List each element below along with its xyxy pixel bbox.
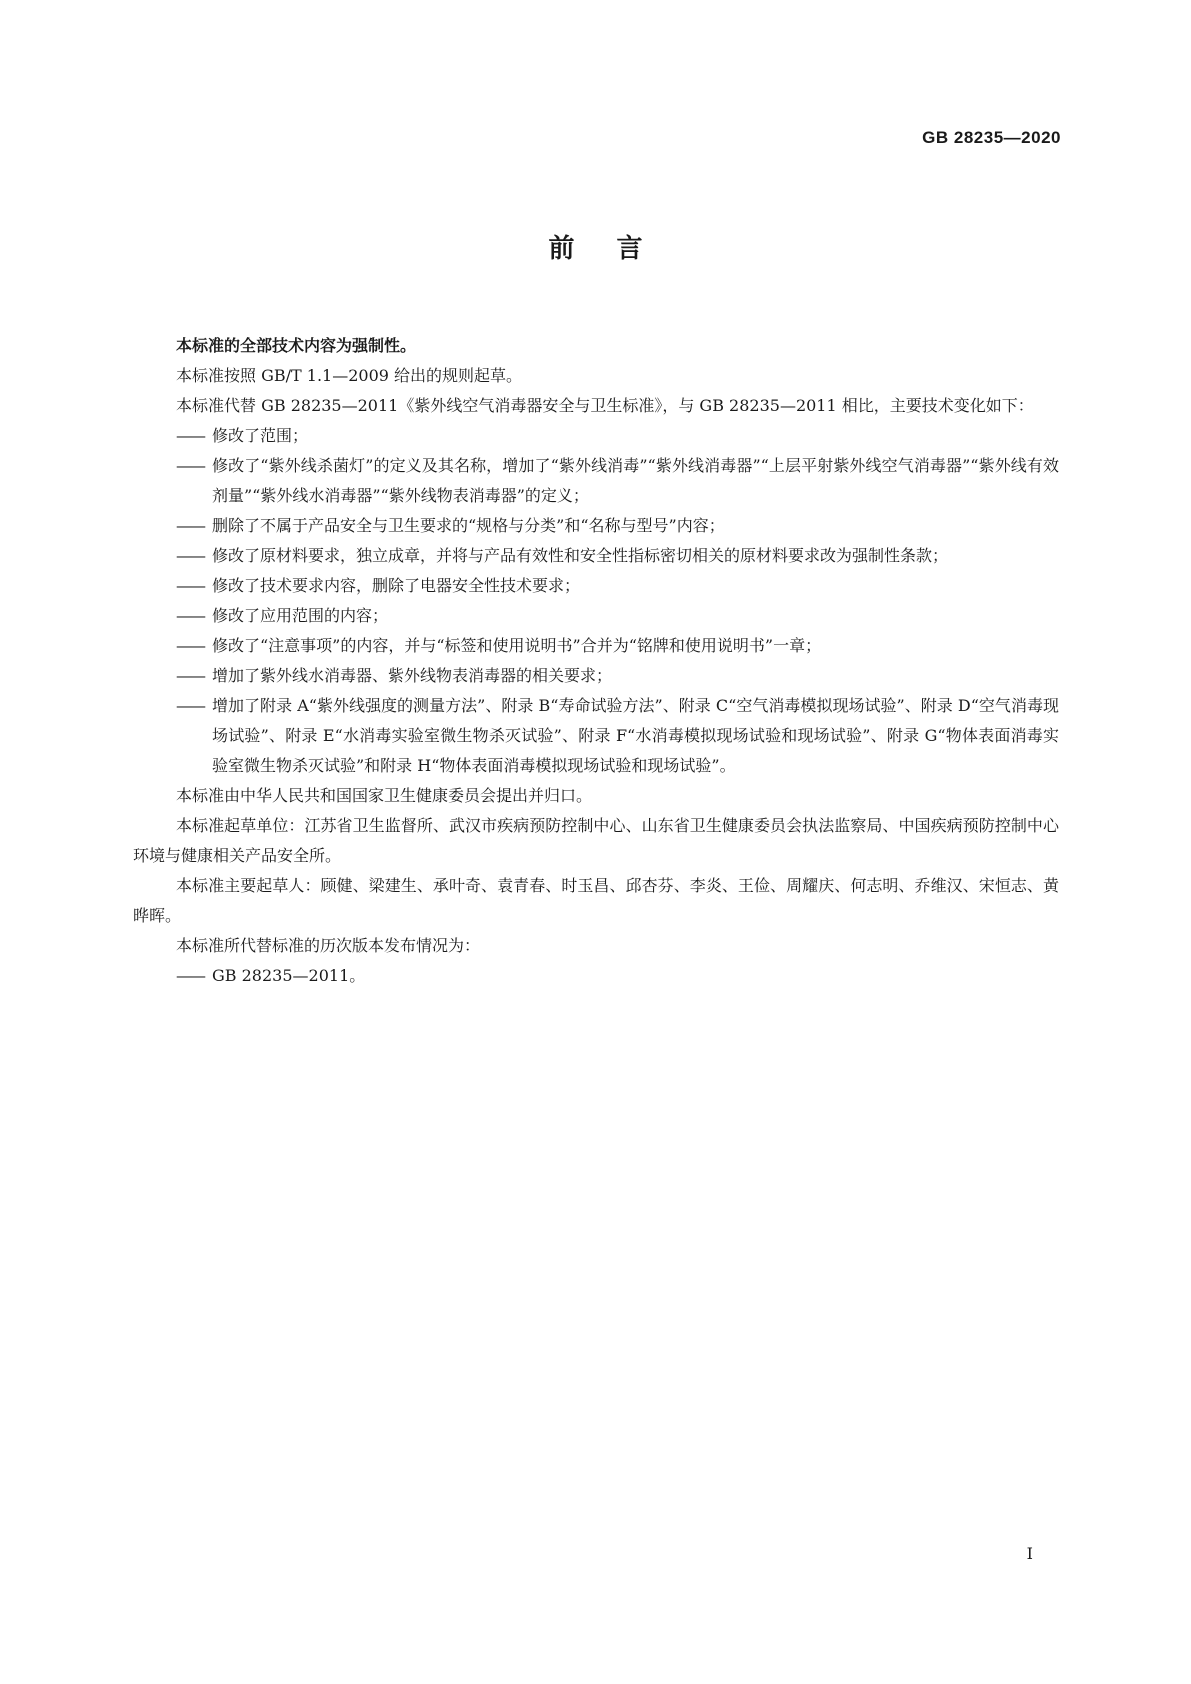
list-dash: —— <box>176 966 204 985</box>
list-dash: —— <box>176 456 204 475</box>
list-dash: —— <box>176 666 204 685</box>
list-item-text: GB 28235—2011。 <box>212 966 366 985</box>
list-item-text: 修改了“注意事项”的内容，并与“标签和使用说明书”合并为“铭牌和使用说明书”一章； <box>212 636 822 655</box>
list-item-text: 修改了技术要求内容，删除了电器安全性技术要求； <box>212 576 581 595</box>
list-dash: —— <box>176 636 204 655</box>
drafters: 本标准主要起草人：顾健、梁建生、承叶奇、袁青春、时玉昌、邱杏芬、李炎、王俭、周耀庆、何志明、乔维汉、宋恒志、黄晔晖。 <box>133 876 1059 925</box>
history-list <box>133 961 1059 991</box>
list-item <box>133 511 1059 541</box>
history-intro: 本标准所代替标准的历次版本发布情况为： <box>176 936 481 955</box>
page-number: I <box>1026 1544 1033 1563</box>
list-dash: —— <box>176 606 204 625</box>
list-item-text: 修改了“紫外线杀菌灯”的定义及其名称，增加了“紫外线消毒”“紫外线消毒器”“上层平射紫外线空气消毒器”“紫外线有效剂量”“紫外线水消毒器”“紫外线物表消毒器”的定义； <box>212 456 1059 505</box>
list-item-text: 修改了范围； <box>212 426 309 445</box>
list-dash: —— <box>176 426 204 445</box>
list-item-text: 修改了原材料要求，独立成章，并将与产品有效性和安全性指标密切相关的原材料要求改为强制性条款； <box>212 546 949 565</box>
list-item-text: 增加了附录 A“紫外线强度的测量方法”、附录 B“寿命试验方法”、附录 C“空气消毒模拟现场试验”、附录 D“空气消毒现场试验”、附录 E“水消毒实验室微生物杀灭试验”、附录 F“水消毒模拟现场试验和现场试验”、附录 G“物体表面消毒实验室微生物杀灭试验”和附录 H“物体表面消毒模拟现场试验和现场试验”。 <box>212 696 1059 775</box>
list-dash: —— <box>176 546 204 565</box>
list-dash: —— <box>176 516 204 535</box>
list-item <box>133 541 1059 571</box>
list-item <box>133 421 1059 451</box>
proposer-statement: 本标准由中华人民共和国国家卫生健康委员会提出并归口。 <box>176 786 593 805</box>
page-title: 前言 <box>548 234 685 264</box>
list-item <box>133 691 1059 781</box>
list-item <box>133 661 1059 691</box>
replacement-intro: 本标准代替 GB 28235—2011《紫外线空气消毒器安全与卫生标准》，与 GB 28235—2011 相比，主要技术变化如下： <box>176 396 1034 415</box>
drafting-units: 本标准起草单位：江苏省卫生监督所、武汉市疾病预防控制中心、山东省卫生健康委员会执法监察局、中国疾病预防控制中心环境与健康相关产品安全所。 <box>133 816 1059 865</box>
list-dash: —— <box>176 696 204 715</box>
list-item <box>133 961 1059 991</box>
list-item-text: 删除了不属于产品安全与卫生要求的“规格与分类”和“名称与型号”内容； <box>212 516 725 535</box>
list-item <box>133 451 1059 511</box>
changes-list <box>133 421 1059 781</box>
foreword-body <box>133 331 1059 991</box>
list-item-text: 增加了紫外线水消毒器、紫外线物表消毒器的相关要求； <box>212 666 613 685</box>
list-item-text: 修改了应用范围的内容； <box>212 606 389 625</box>
list-item <box>133 571 1059 601</box>
list-dash: —— <box>176 576 204 595</box>
drafting-rule: 本标准按照 GB/T 1.1—2009 给出的规则起草。 <box>176 366 523 385</box>
list-item <box>133 631 1059 661</box>
standard-code: GB 28235—2020 <box>922 128 1061 147</box>
list-item <box>133 601 1059 631</box>
mandatory-statement: 本标准的全部技术内容为强制性。 <box>176 336 417 355</box>
